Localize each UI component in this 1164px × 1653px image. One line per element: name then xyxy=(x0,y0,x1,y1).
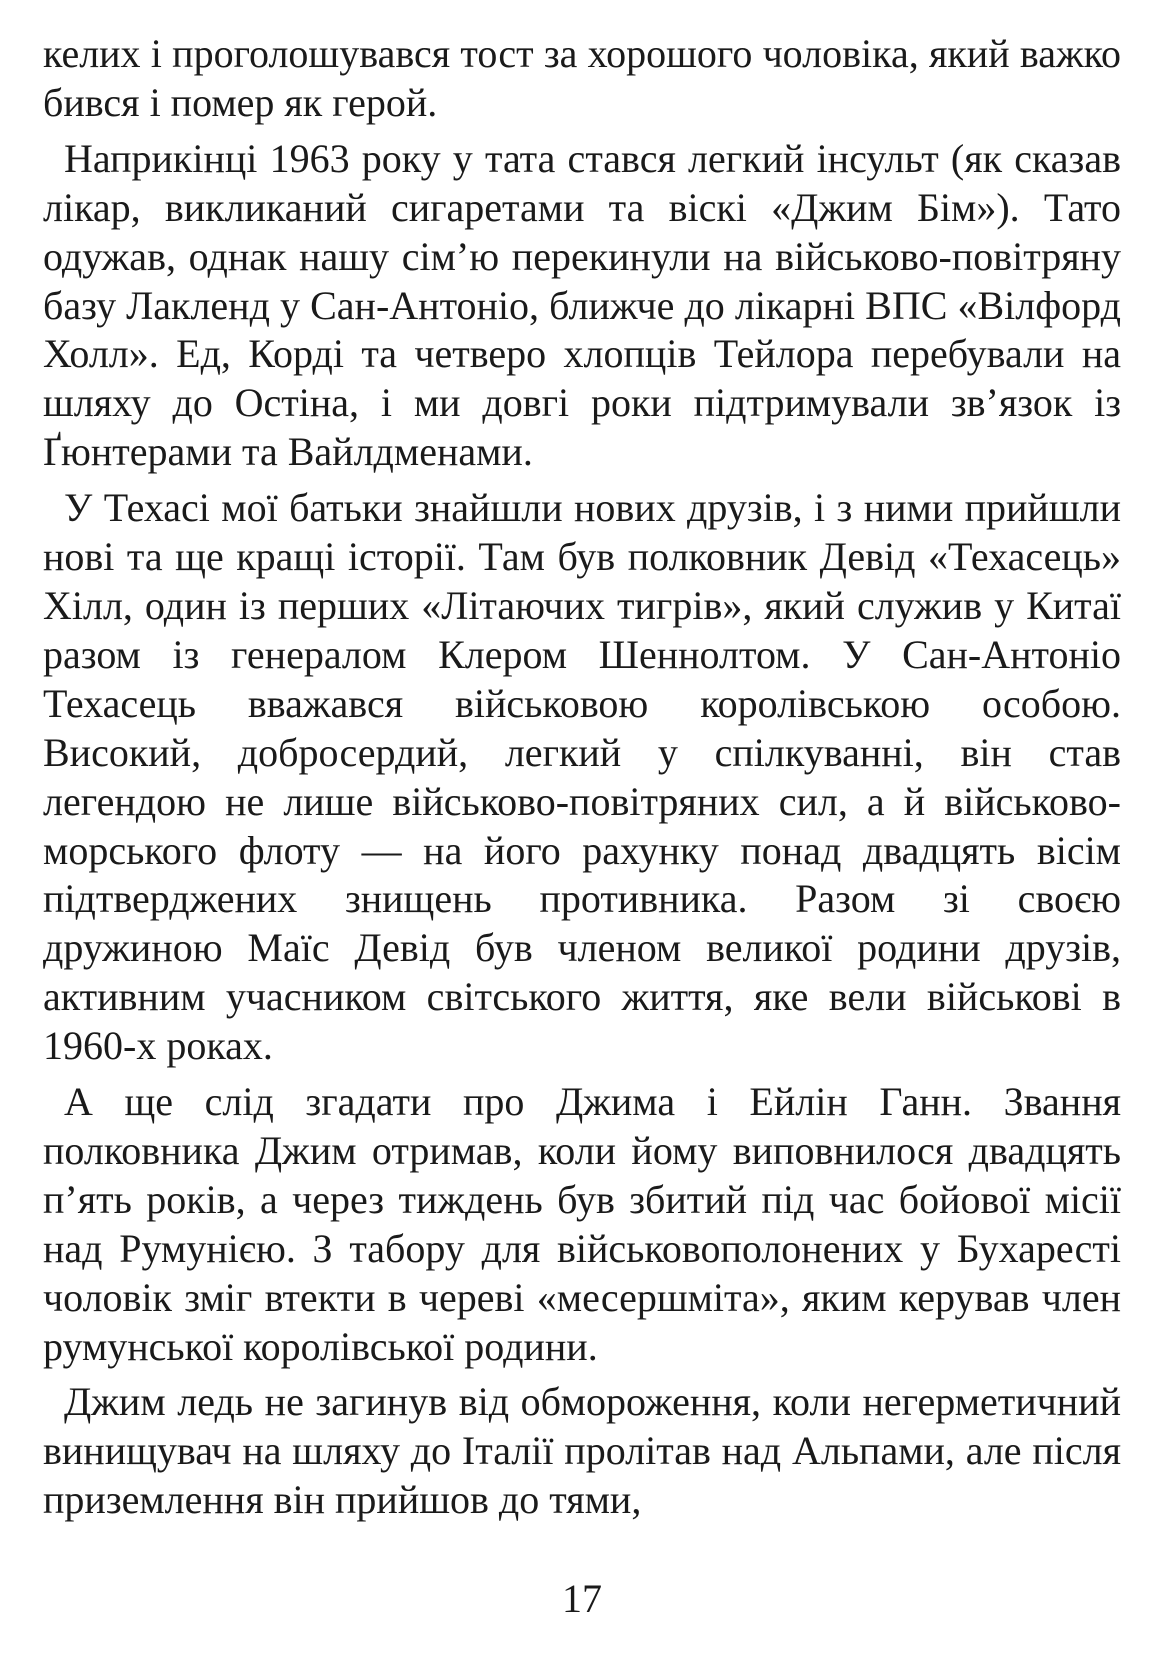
page-body xyxy=(43,30,1121,1532)
paragraph-texas: У Техасі мої батьки знайшли нових друзів, і з ними прийшли нові та ще кращі історії. Там був полковник Девід «Техасець» Хілл, один із перших «Літаючих тигрів», який служив у Китаї разом із генералом Клером Шеннолтом. У Сан-Антоніо Техасець вважався військовою королівською особою. Високий, добросердий, легкий у спілкуванні, він став легендою не лише військово-повітряних сил, а й військово-морського флоту — на його рахунку понад двадцять вісім підтверджених знищень противника. Разом зі своєю дружиною Маїс Девід був членом великої родини друзів, активним учасником світського життя, яке вели військові в 1960-х роках. xyxy=(43,485,1121,1069)
paragraph-stroke: Наприкінці 1963 року у тата стався легкий інсульт (як сказав лікар, викликаний сигаретами та віскі «Джим Бім»). Тато одужав, однак нашу сім’ю перекинули на військово-повітряну базу Лакленд у Сан-Антоніо, ближче до лікарні ВПС «Вілфорд Холл». Ед, Корді та четверо хлопців Тейлора перебували на шляху до Остіна, і ми довгі роки підтримували зв’язок із Ґюнтерами та Вайлдменами. xyxy=(43,135,1121,475)
paragraph-frostbite: Джим ледь не загинув від обмороження, коли негерметичний винищувач на шляху до Італії пролітав над Альпами, але після приземлення він прийшов до тями, xyxy=(43,1379,1121,1523)
paragraph-continuation: келих і проголошувався тост за хорошого чоловіка, який важко бився і помер як герой. xyxy=(43,31,1121,125)
page-number: 17 xyxy=(562,1576,602,1621)
paragraph-gunn: А ще слід згадати про Джима і Ейлін Ганн. Звання полковника Джим отримав, коли йому виповнилося двадцять п’ять років, а через тиждень був збитий під час бойової місії над Румунією. З табору для військовополонених у Бухаресті чоловік зміг втекти в череві «месершміта», яким керував член румунської королівської родини. xyxy=(43,1079,1121,1369)
